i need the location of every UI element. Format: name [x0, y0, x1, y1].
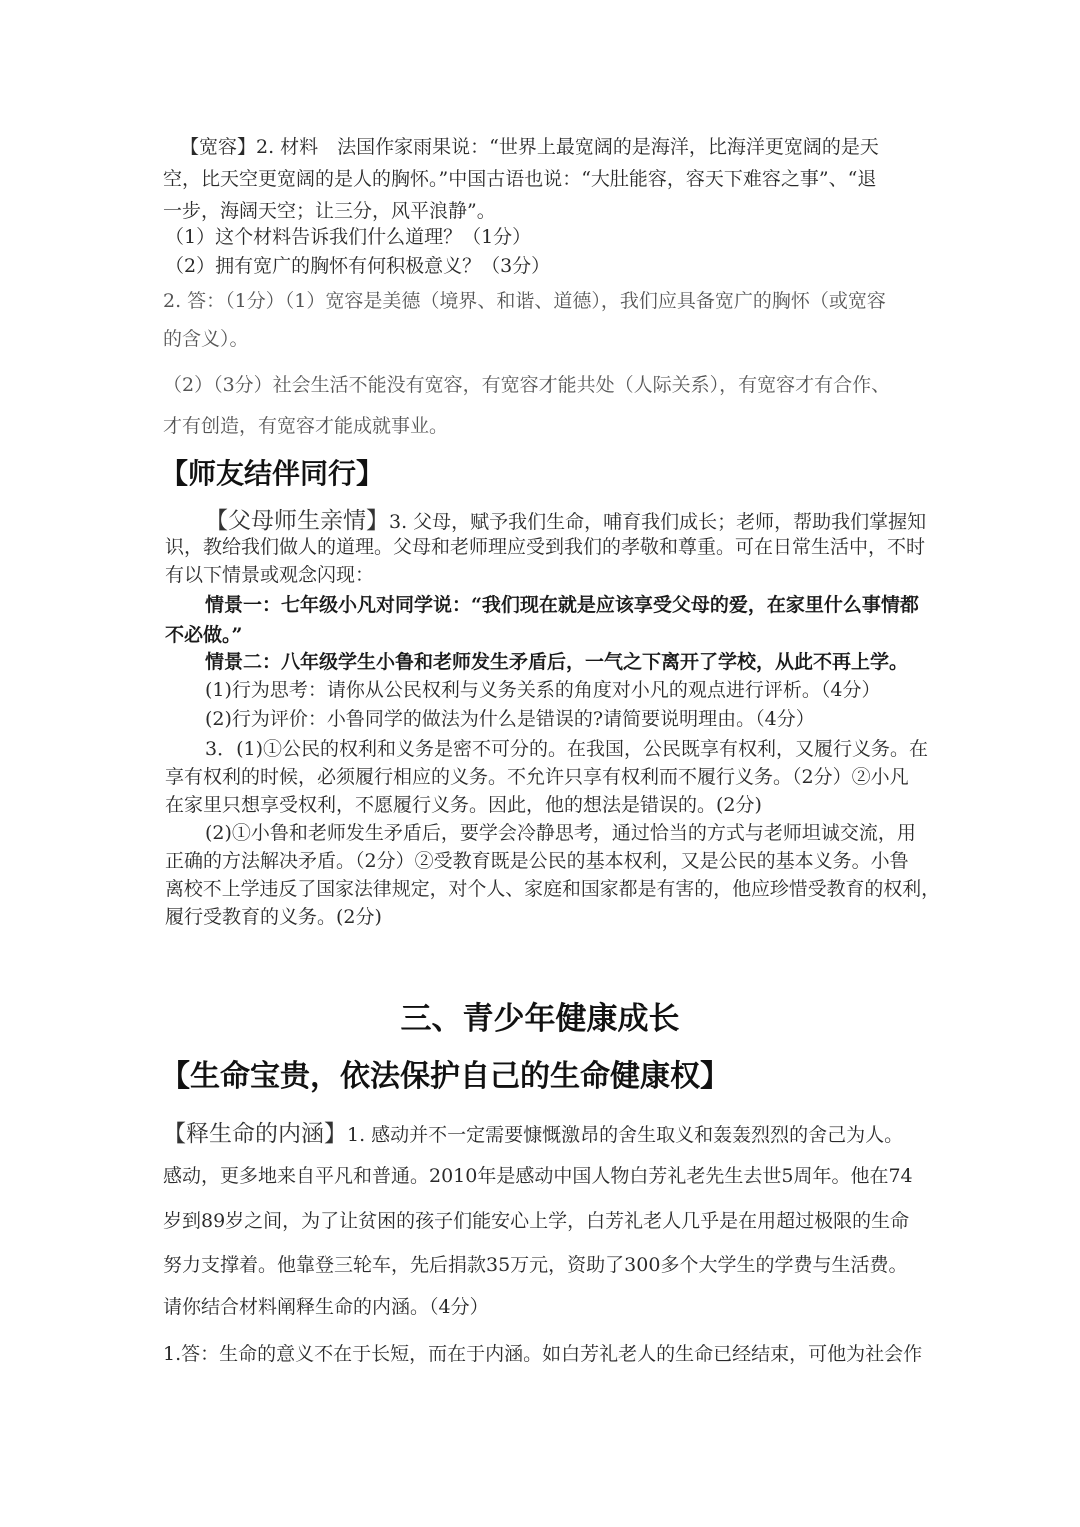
answer-line-1: 2. 答：（1分）（1）宽容是美德（境界、和谐、道德），我们应具备宽广的胸怀（或宽容: [163, 290, 886, 312]
answer3-line-5: 正确的方法解决矛盾。（2分）②受教育既是公民的基本权利，又是公民的基本义务。小鲁: [165, 850, 909, 872]
life-paragraph-line-3: 岁到89岁之间，为了让贫困的孩子们能安心上学，白芳礼老人几乎是在用超过极限的生命: [163, 1210, 910, 1232]
topic-tag: 【父母师生亲情】: [205, 508, 389, 534]
answer3-line-1: 3．(1)①公民的权利和义务是密不可分的。在我国，公民既享有权利，又履行义务。在: [205, 738, 929, 760]
topic-tag-life: 【释生命的内涵】: [163, 1121, 347, 1147]
answer3-line-3: 在家里只想享受权利，不愿履行义务。因此，他的想法是错误的。(2分): [165, 794, 762, 816]
question-behavior-thinking: (1)行为思考：请你从公民权利与义务关系的角度对小凡的观点进行评析。（4分）: [205, 679, 881, 701]
life-paragraph-line-4: 努力支撑着。他靠登三轮车，先后捐款35万元，资助了300多个大学生的学费与生活费。: [163, 1254, 908, 1276]
answer3-line-2: 享有权利的时候，必须履行相应的义务。不允许只享有权利而不履行义务。（2分）②小凡: [165, 766, 909, 788]
section-heading-life: 【生命宝贵，依法保护自己的生命健康权】: [160, 1059, 730, 1094]
life-answer-line-1: 1.答：生命的意义不在于长短，而在于内涵。如白芳礼老人的生命已经结束，可他为社会作: [163, 1343, 923, 1365]
question-1: （1）这个材料告诉我们什么道理？（1分）: [165, 226, 532, 248]
scenario-2: 情景二：八年级学生小鲁和老师发生矛盾后，一气之下离开了学校，从此不再上学。: [205, 651, 909, 673]
scenario-1-line-1: 情景一：七年级小凡对同学说：“我们现在就是应该享受父母的爱，在家里什么事情都: [205, 594, 919, 616]
paragraph-text: 3. 父母，赋予我们生命，哺育我们成长；老师，帮助我们掌握知: [389, 511, 927, 533]
material-line-1: 【宽容】2. 材料 法国作家雨果说：“世界上最宽阔的是海洋，比海洋更宽阔的是天: [180, 136, 879, 158]
paragraph-parents-line-1: [205, 502, 926, 535]
material-line-2: 空，比天空更宽阔的是人的胸怀。”中国古语也说：“大肚能容，容天下难容之事”、“退: [163, 168, 877, 190]
chapter-title: 三、青少年健康成长: [400, 1001, 680, 1037]
life-question: 请你结合材料阐释生命的内涵。（4分）: [163, 1296, 489, 1318]
paragraph-parents-line-2: 识，教给我们做人的道理。父母和老师理应受到我们的孝敬和尊重。可在日常生活中，不时: [165, 536, 926, 558]
question-2: （2）拥有宽广的胸怀有何积极意义？（3分）: [165, 255, 551, 277]
section-heading-mentors: 【师友结伴同行】: [160, 457, 385, 490]
answer3-line-7: 履行受教育的义务。(2分): [165, 906, 382, 928]
life-paragraph-text: 1. 感动并不一定需要慷慨激昂的舍生取义和轰轰烈烈的舍己为人。: [347, 1124, 904, 1146]
life-paragraph-line-2: 感动，更多地来自平凡和普通。2010年是感动中国人物白芳礼老先生去世5周年。他在74: [163, 1165, 913, 1187]
answer-line-4: 才有创造，有宽容才能成就事业。: [163, 415, 449, 437]
answer3-line-4: (2)①小鲁和老师发生矛盾后，要学会冷静思考，通过恰当的方式与老师坦诚交流，用: [205, 822, 916, 844]
paragraph-parents-line-3: 有以下情景或观念闪现：: [165, 564, 375, 586]
answer-line-2: 的含义）。: [163, 328, 249, 350]
question-behavior-evaluation: (2)行为评价：小鲁同学的做法为什么是错误的?请简要说明理由。（4分）: [205, 708, 815, 730]
scenario-1-line-2: 不必做。”: [165, 624, 243, 646]
answer3-line-6: 离校不上学违反了国家法律规定，对个人、家庭和国家都是有害的，他应珍惜受教育的权利，: [165, 878, 941, 900]
material-line-3: 一步，海阔天空；让三分，风平浪静”。: [163, 200, 496, 222]
life-paragraph-line-1: [163, 1115, 903, 1148]
answer-line-3: （2）（3分）社会生活不能没有宽容，有宽容才能共处（人际关系），有宽容才有合作、: [163, 374, 891, 396]
